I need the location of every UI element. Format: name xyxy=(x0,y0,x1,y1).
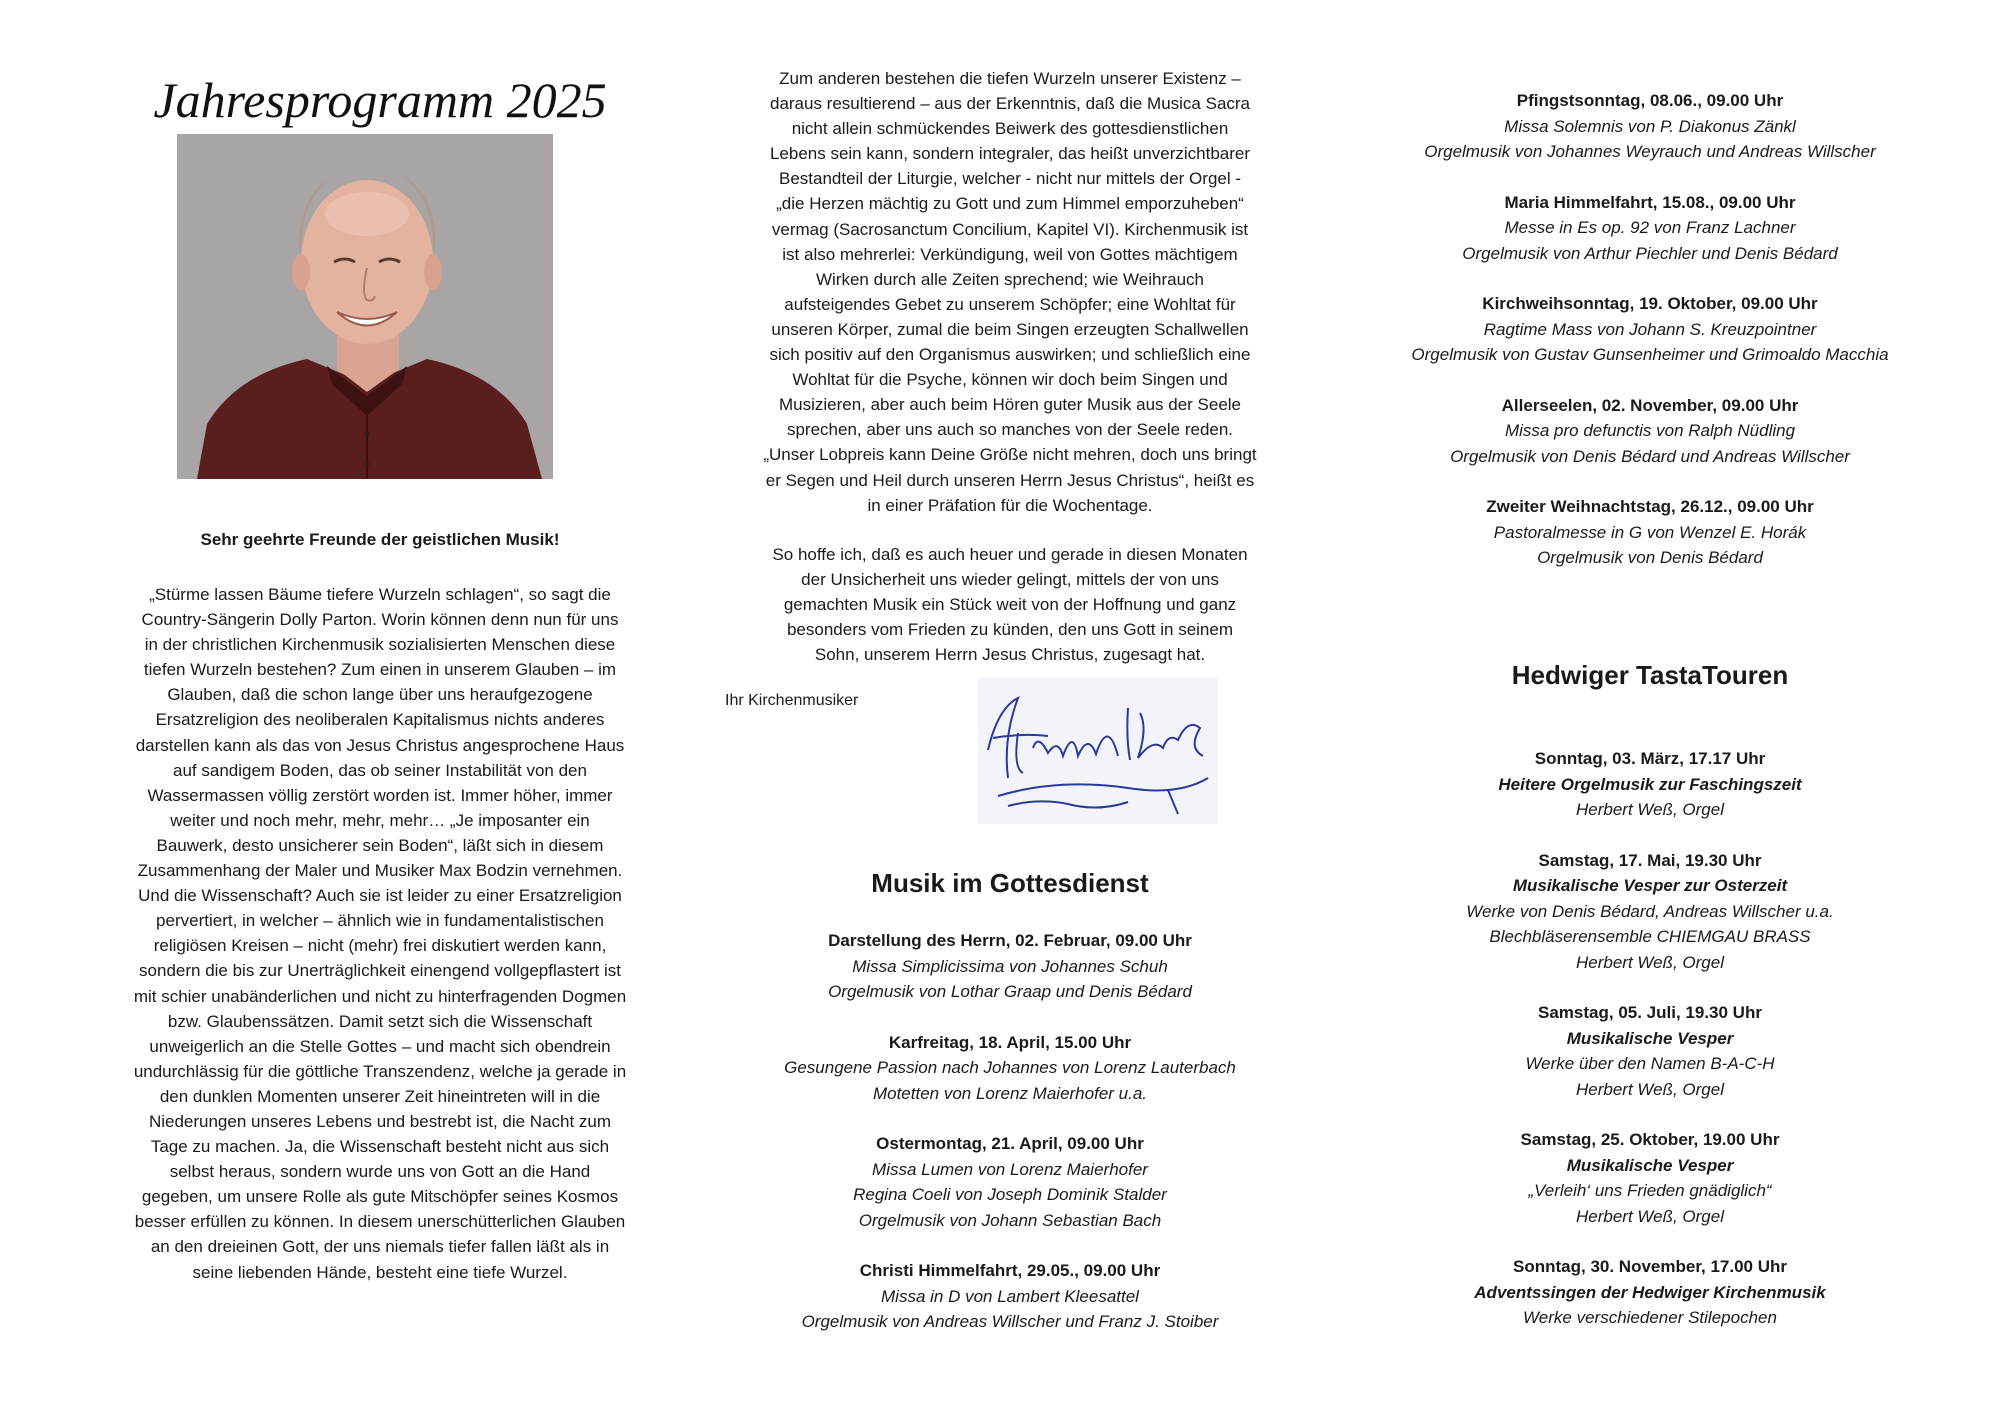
text-line: tiefen Wurzeln bestehen? Zum einen in unserem Glauben – im xyxy=(143,660,617,680)
text-line: Bauwerk, desto unsicherer sein Boden“, läßt sich in diesem xyxy=(156,835,604,855)
event-detail: Orgelmusik von Johannes Weyrauch und Andreas Willscher xyxy=(1424,142,1876,161)
text-line: pervertiert, in welcher – ähnlich wie in fundamentalistischen xyxy=(156,911,604,931)
event-title: Musikalische Vesper zur Osterzeit xyxy=(1512,876,1788,895)
text-line: den dunklen Momenten unserer Zeit hineintreten will in die xyxy=(159,1086,601,1106)
text-line: undurchlässig für die göttliche Transzendenz, welche ja gerade in xyxy=(133,1061,627,1081)
text-line: unweigerlich an die Stelle Gottes – und macht sich obendrein xyxy=(149,1036,611,1056)
event-date: Samstag, 17. Mai, 19.30 Uhr xyxy=(1538,850,1762,870)
event-detail: Orgelmusik von Lothar Graap und Denis Bédard xyxy=(828,982,1192,1001)
event-item xyxy=(710,928,1310,1005)
event-detail: Pastoralmesse in G von Wenzel E. Horák xyxy=(1493,522,1807,542)
gottesdienst-heading: Musik im Gottesdienst xyxy=(871,868,1149,898)
event-date: Pfingstsonntag, 08.06., 09.00 Uhr xyxy=(1516,91,1784,110)
event-date: Karfreitag, 18. April, 15.00 Uhr xyxy=(888,1032,1132,1052)
event-detail: Orgelmusik von Andreas Willscher und Franz J. Stoiber xyxy=(801,1312,1219,1331)
text-line: Sohn, unserem Herrn Jesus Christus, zugesagt hat. xyxy=(814,645,1206,665)
text-line: daraus resultierend – aus der Erkenntnis, daß die Musica Sacra xyxy=(769,94,1251,114)
event-detail: Motetten von Lorenz Maierhofer u.a. xyxy=(872,1083,1148,1103)
event-detail: Blechbläserensemble CHIEMGAU BRASS xyxy=(1489,927,1811,946)
event-item xyxy=(1370,1000,1930,1102)
text-line: religiösen Kreisen – nicht (mehr) frei diskutiert werden kann, xyxy=(153,936,607,956)
event-date: Samstag, 05. Juli, 19.30 Uhr xyxy=(1538,1003,1762,1022)
event-item xyxy=(1370,291,1930,368)
text-line: sprechen, aber uns auch so manches von der Seele reden. xyxy=(786,420,1234,440)
text-line: auf sandigem Boden, das ob seiner Instabilität von den xyxy=(173,760,587,780)
greeting: Sehr geehrte Freunde der geistlichen Musik! xyxy=(200,530,560,549)
text-line: Tage zu machen. Ja, die Wissenschaft besteht nicht aus sich xyxy=(150,1137,610,1157)
event-detail: Ragtime Mass von Johann S. Kreuzpointner xyxy=(1483,319,1817,339)
event-detail: Regina Coeli von Joseph Dominik Stalder xyxy=(853,1185,1167,1204)
text-line: gegeben, um unsere Rolle als gute Mitschöpfer seines Kosmos xyxy=(141,1187,619,1207)
text-line: So hoffe ich, daß es auch heuer und gerade in diesen Monaten xyxy=(772,545,1248,564)
event-title: Adventssingen der Hedwiger Kirchenmusik xyxy=(1474,1282,1826,1302)
gottesdienst-list xyxy=(710,928,1310,1360)
event-detail: Werke über den Namen B-A-C-H xyxy=(1525,1054,1775,1073)
event-detail: Missa Lumen von Lorenz Maierhofer xyxy=(872,1159,1148,1179)
event-detail: Herbert Weß, Orgel xyxy=(1575,1206,1724,1226)
event-item xyxy=(1370,746,1930,823)
portrait-photo xyxy=(177,134,553,479)
event-detail: Orgelmusik von Gustav Gunsenheimer und Grimoaldo Macchia xyxy=(1411,345,1889,364)
event-date: Zweiter Weihnachtstag, 26.12., 09.00 Uhr xyxy=(1486,497,1814,516)
text-line: mit schier unabänderlichen und nicht zu hinterfragenden Dogmen xyxy=(133,986,627,1006)
event-title: Musikalische Vesper xyxy=(1566,1155,1734,1175)
letter-continuation xyxy=(710,66,1310,518)
event-item xyxy=(710,1030,1310,1107)
event-detail: Missa Solemnis von P. Diakonus Zänkl xyxy=(1504,116,1796,136)
text-line: seine liebenden Hände, besteht eine tiefe Wurzel. xyxy=(192,1262,568,1282)
event-detail: Orgelmusik von Johann Sebastian Bach xyxy=(858,1210,1162,1230)
event-item xyxy=(1370,190,1930,267)
event-date: Ostermontag, 21. April, 09.00 Uhr xyxy=(876,1134,1144,1153)
event-date: Allerseelen, 02. November, 09.00 Uhr xyxy=(1501,395,1799,415)
page-title: Jahresprogramm 2025 xyxy=(153,72,607,128)
event-date: Darstellung des Herrn, 02. Februar, 09.00 Uhr xyxy=(828,931,1192,950)
text-line: an den dreieinen Gott, der uns niemals tiefer fallen läßt als in xyxy=(150,1237,610,1257)
event-detail: Werke verschiedener Stilepochen xyxy=(1523,1308,1777,1327)
text-line: Wohltat für die Psyche, können wir doch beim Singen und xyxy=(792,370,1228,390)
text-line: ist also mehrerlei: Verkündigung, weil von Gottes mächtigem xyxy=(782,244,1238,264)
text-line: Wirken durch alle Zeiten sprechend; wie Weihrauch xyxy=(815,269,1205,289)
event-detail: Orgelmusik von Denis Bédard xyxy=(1537,548,1763,567)
text-line: „die Herzen mächtig zu Gott und zum Himmel emporzuheben“ xyxy=(776,194,1244,214)
event-detail: Gesungene Passion nach Johannes von Lorenz Lauterbach xyxy=(784,1058,1236,1077)
tastatouren-list xyxy=(1370,746,1930,1356)
event-title: Musikalische Vesper xyxy=(1566,1028,1734,1048)
text-line: vermag (Sacrosanctum Concilium, Kapitel VI). Kirchenmusik ist xyxy=(771,219,1249,239)
text-line: in der christlichen Kirchenmusik sozialisierten Menschen diese xyxy=(144,635,616,655)
event-detail: Orgelmusik von Arthur Piechler und Denis Bédard xyxy=(1462,243,1838,263)
text-line: Country-Sängerin Dolly Parton. Worin können denn nun für uns xyxy=(141,610,619,630)
event-item xyxy=(1370,88,1930,165)
text-line: besonders vom Frieden zu künden, den uns Gott in seinem xyxy=(786,620,1234,640)
event-date: Sonntag, 30. November, 17.00 Uhr xyxy=(1513,1257,1787,1276)
text-line: Zum anderen bestehen die tiefen Wurzeln unserer Existenz – xyxy=(779,69,1241,88)
event-item xyxy=(1370,848,1930,976)
text-line: besser erfüllen zu können. In diesem unerschütterlichen Glauben xyxy=(134,1212,626,1232)
text-line: Wassermassen völlig zerstört worden ist. Immer höher, immer xyxy=(147,785,613,805)
event-detail: Missa in D von Lambert Kleesattel xyxy=(881,1286,1139,1306)
event-date: Sonntag, 03. März, 17.17 Uhr xyxy=(1534,749,1766,768)
event-item xyxy=(710,1258,1310,1335)
text-line: Musizieren, aber auch beim Hören guter Musik aus der Seele xyxy=(778,395,1242,415)
text-line: darstellen kann als das von Jesus Christus angesprochene Haus xyxy=(135,735,625,755)
event-detail: Werke von Denis Bédard, Andreas Willscher u.a. xyxy=(1466,901,1834,921)
gottesdienst-list-continued xyxy=(1370,88,1930,596)
event-detail: Messe in Es op. 92 von Franz Lachner xyxy=(1504,218,1796,237)
text-line: Lebens sein kann, sondern integraler, das heißt unverzichtbarer xyxy=(769,144,1251,164)
text-line: aufsteigendes Gebet zu unserem Schöpfer; eine Wohltat für xyxy=(784,294,1236,314)
text-line: nicht allein schmückendes Beiwerk des gottesdienstlichen xyxy=(791,119,1229,139)
text-line: „Unser Lobpreis kann Deine Größe nicht mehren, doch uns bringt xyxy=(763,445,1257,465)
text-line: selbst heraus, sondern wurde uns von Gott an die Hand xyxy=(169,1162,591,1182)
text-line: Und die Wissenschaft? Auch sie ist leider zu einer Ersatzreligion xyxy=(138,886,622,906)
event-title: Heitere Orgelmusik zur Faschingszeit xyxy=(1498,774,1802,794)
text-line: weiter und noch mehr, mehr, mehr… „Je imposanter ein xyxy=(170,810,590,830)
signature-label: Ihr Kirchenmusiker xyxy=(725,692,859,709)
event-item xyxy=(1370,393,1930,470)
event-item xyxy=(1370,1254,1930,1331)
event-date: Kirchweihsonntag, 19. Oktober, 09.00 Uhr xyxy=(1482,294,1818,313)
event-item xyxy=(1370,1127,1930,1229)
text-line: Glauben, daß die schon lange über uns heraufgezogene xyxy=(167,685,593,705)
event-date: Christi Himmelfahrt, 29.05., 09.00 Uhr xyxy=(859,1261,1161,1280)
event-detail: Herbert Weß, Orgel xyxy=(1575,1079,1724,1099)
event-detail: Orgelmusik von Denis Bédard und Andreas Willscher xyxy=(1450,446,1850,466)
text-line: Ersatzreligion des neoliberalen Kapitalismus nichts anderes xyxy=(155,710,605,730)
text-line: Niederungen unseres Lebens und bestrebt ist, die Nacht zum xyxy=(148,1111,612,1131)
event-detail: Missa Simplicissima von Johannes Schuh xyxy=(852,956,1168,976)
signature-image xyxy=(978,678,1218,824)
text-line: gemachten Musik ein Stück weit von der Hoffnung und ganz xyxy=(783,595,1237,615)
text-line: in einer Präfation für die Wochentage. xyxy=(867,495,1153,515)
letter-text xyxy=(80,582,680,1285)
event-date: Samstag, 25. Oktober, 19.00 Uhr xyxy=(1520,1130,1780,1149)
text-line: sondern die bis zur Unerträglichkeit einengend vollgepflastert ist xyxy=(139,961,621,981)
event-date: Maria Himmelfahrt, 15.08., 09.00 Uhr xyxy=(1504,192,1796,212)
event-detail: Missa pro defunctis von Ralph Nüdling xyxy=(1504,421,1796,440)
event-detail: Herbert Weß, Orgel xyxy=(1575,800,1724,819)
event-detail: Herbert Weß, Orgel xyxy=(1575,952,1724,972)
text-line: sich positiv auf den Organismus auswirken; und schließlich eine xyxy=(769,345,1251,365)
text-line: Zusammenhang der Maler und Musiker Max Bodzin vernehmen. xyxy=(137,861,623,881)
text-line: er Segen und Heil durch unseren Herrn Jesus Christus“, heißt es xyxy=(765,470,1255,490)
text-line: Bestandteil der Liturgie, welcher - nicht nur mittels der Orgel - xyxy=(778,169,1242,189)
event-detail: „Verleih‘ uns Frieden gnädiglich“ xyxy=(1528,1181,1772,1200)
text-line: „Stürme lassen Bäume tiefere Wurzeln schlagen“, so sagt die xyxy=(149,585,611,604)
tastatouren-heading: Hedwiger TastaTouren xyxy=(1511,660,1789,690)
event-item xyxy=(1370,494,1930,571)
event-item xyxy=(710,1131,1310,1233)
text-line: bzw. Glaubenssätzen. Damit setzt sich die Wissenschaft xyxy=(167,1011,593,1031)
letter-closing xyxy=(710,542,1310,667)
text-line: der Unsicherheit uns wieder gelingt, mittels der von uns xyxy=(801,570,1219,590)
text-line: unseren Körper, zumal die beim Singen erzeugten Schallwellen xyxy=(771,319,1249,339)
